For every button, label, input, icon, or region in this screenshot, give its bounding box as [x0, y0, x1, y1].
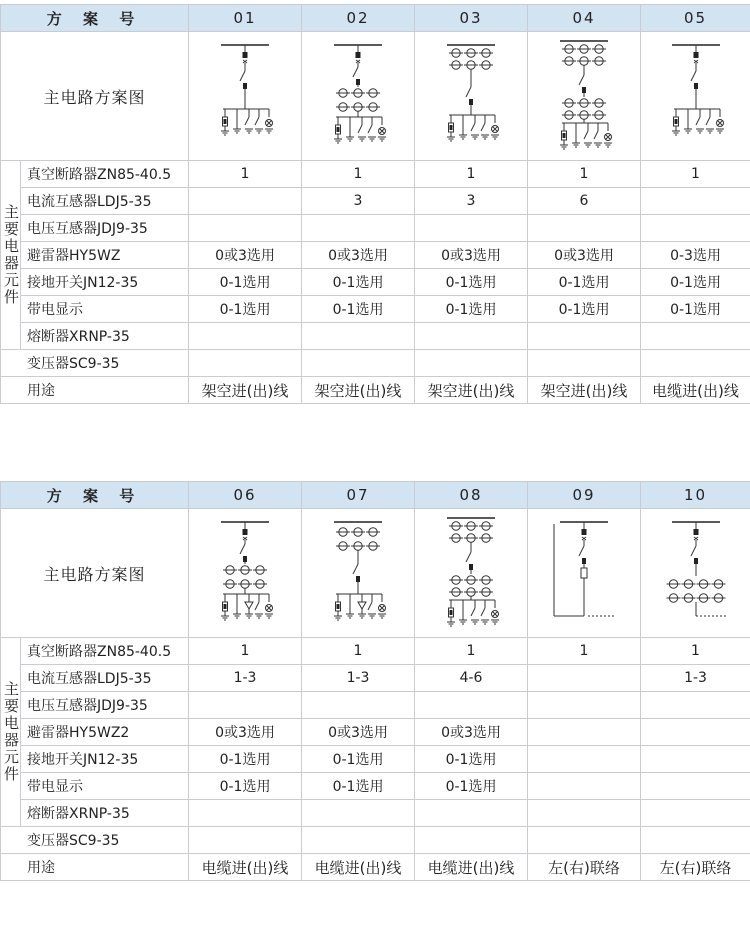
table-cell — [189, 323, 302, 350]
usage-row — [1, 377, 750, 404]
circuit-diagram — [641, 509, 750, 638]
table-cell: 1 — [415, 638, 528, 665]
table-cell — [189, 188, 302, 215]
component-name: 电流互感器LDJ5-35 — [21, 188, 189, 215]
usage-label: 用途 — [1, 377, 189, 404]
table-cell: 6 — [528, 188, 641, 215]
table-cell — [415, 350, 528, 377]
table-cell — [302, 323, 415, 350]
component-name: 熔断器XRNP-35 — [21, 323, 189, 350]
table-cell: 1-3 — [641, 665, 750, 692]
component-name: 变压器SC9-35 — [1, 350, 189, 377]
usage-cell: 电缆进(出)线 — [415, 854, 528, 881]
table-row — [1, 188, 750, 215]
table-cell — [302, 827, 415, 854]
table-cell: 0-1选用 — [415, 746, 528, 773]
table-cell — [189, 800, 302, 827]
table-cell: 1 — [528, 638, 641, 665]
table-cell — [528, 746, 641, 773]
table-row — [1, 800, 750, 827]
component-group-label: 主要电器元件 — [1, 161, 21, 350]
table-cell — [415, 800, 528, 827]
table-cell — [641, 323, 750, 350]
component-name: 熔断器XRNP-35 — [21, 800, 189, 827]
table-cell: 4-6 — [415, 665, 528, 692]
table-cell: 3 — [415, 188, 528, 215]
component-name: 电流互感器LDJ5-35 — [21, 665, 189, 692]
component-name: 真空断路器ZN85-40.5 — [21, 638, 189, 665]
diagram-row — [1, 509, 750, 638]
usage-cell: 架空进(出)线 — [189, 377, 302, 404]
usage-cell: 架空进(出)线 — [302, 377, 415, 404]
table-cell: 0或3选用 — [415, 242, 528, 269]
scheme-number: 07 — [302, 482, 415, 509]
table-cell: 1 — [528, 161, 641, 188]
table-cell — [302, 692, 415, 719]
scheme-number-label: 方 案 号 — [1, 482, 189, 509]
table-cell: 0-1选用 — [528, 296, 641, 323]
table-cell — [302, 350, 415, 377]
table-cell — [528, 215, 641, 242]
scheme-number: 04 — [528, 5, 641, 32]
table-row — [1, 296, 750, 323]
usage-cell: 左(右)联络 — [528, 854, 641, 881]
circuit-diagram — [189, 32, 302, 161]
circuit-diagram — [189, 509, 302, 638]
table-cell — [415, 323, 528, 350]
table-header-row — [1, 482, 750, 509]
table-cell: 1 — [641, 161, 750, 188]
scheme-number: 03 — [415, 5, 528, 32]
usage-cell: 电缆进(出)线 — [189, 854, 302, 881]
scheme-number: 09 — [528, 482, 641, 509]
table-cell: 0-1选用 — [415, 269, 528, 296]
component-name: 带电显示 — [21, 773, 189, 800]
table-row — [1, 215, 750, 242]
circuit-diagram — [302, 509, 415, 638]
table-row — [1, 242, 750, 269]
table-cell: 0-1选用 — [189, 296, 302, 323]
table-cell — [302, 215, 415, 242]
table-cell: 0或3选用 — [302, 242, 415, 269]
table-row — [1, 161, 750, 188]
table-row — [1, 323, 750, 350]
table-cell: 0或3选用 — [415, 719, 528, 746]
table-row — [1, 827, 750, 854]
component-name: 变压器SC9-35 — [1, 827, 189, 854]
table-cell — [641, 350, 750, 377]
table-cell — [302, 800, 415, 827]
table-cell: 0-1选用 — [415, 296, 528, 323]
component-name: 真空断路器ZN85-40.5 — [21, 161, 189, 188]
table-row — [1, 692, 750, 719]
component-group-label: 主要电器元件 — [1, 638, 21, 827]
scheme-number: 01 — [189, 5, 302, 32]
component-name: 带电显示 — [21, 296, 189, 323]
table-cell — [528, 323, 641, 350]
table-cell — [641, 215, 750, 242]
table-cell: 0-1选用 — [302, 773, 415, 800]
scheme-table-2 — [0, 481, 750, 881]
table-row — [1, 746, 750, 773]
table-cell: 0-1选用 — [641, 296, 750, 323]
table-cell: 1 — [415, 161, 528, 188]
table-cell — [528, 665, 641, 692]
table-cell: 0-1选用 — [302, 269, 415, 296]
table-cell — [641, 746, 750, 773]
table-cell — [641, 692, 750, 719]
scheme-number: 05 — [641, 5, 750, 32]
table-cell — [189, 692, 302, 719]
table-cell: 0-1选用 — [189, 773, 302, 800]
table-cell — [641, 719, 750, 746]
component-name: 避雷器HY5WZ — [21, 242, 189, 269]
table-row — [1, 719, 750, 746]
table-cell: 0-1选用 — [415, 773, 528, 800]
table-cell: 0-1选用 — [189, 269, 302, 296]
diagram-row — [1, 32, 750, 161]
component-name: 接地开关JN12-35 — [21, 269, 189, 296]
usage-row — [1, 854, 750, 881]
table-cell — [189, 215, 302, 242]
table-cell — [528, 719, 641, 746]
table-row — [1, 350, 750, 377]
table-cell — [528, 350, 641, 377]
usage-cell: 左(右)联络 — [641, 854, 750, 881]
table-cell: 1 — [189, 638, 302, 665]
table-cell: 1 — [189, 161, 302, 188]
usage-cell: 架空进(出)线 — [528, 377, 641, 404]
table-cell: 0-1选用 — [528, 269, 641, 296]
usage-cell: 架空进(出)线 — [415, 377, 528, 404]
circuit-diagram — [528, 32, 641, 161]
scheme-number: 10 — [641, 482, 750, 509]
table-cell — [528, 800, 641, 827]
component-name: 电压互感器JDJ9-35 — [21, 692, 189, 719]
table-cell: 1 — [302, 638, 415, 665]
scheme-table-1 — [0, 4, 750, 404]
circuit-diagram — [415, 32, 528, 161]
table-cell — [415, 215, 528, 242]
table-cell — [528, 827, 641, 854]
scheme-number-label: 方 案 号 — [1, 5, 189, 32]
component-name: 接地开关JN12-35 — [21, 746, 189, 773]
table-cell — [641, 827, 750, 854]
table-cell: 0-1选用 — [302, 296, 415, 323]
table-cell — [189, 827, 302, 854]
table-row — [1, 665, 750, 692]
table-cell — [415, 692, 528, 719]
scheme-number: 06 — [189, 482, 302, 509]
table-cell — [415, 827, 528, 854]
circuit-diagram — [302, 32, 415, 161]
component-name: 电压互感器JDJ9-35 — [21, 215, 189, 242]
circuit-diagram — [415, 509, 528, 638]
scheme-number: 08 — [415, 482, 528, 509]
table-cell: 1-3 — [302, 665, 415, 692]
table-cell: 0或3选用 — [189, 242, 302, 269]
table-cell — [641, 773, 750, 800]
table-cell — [528, 692, 641, 719]
table-cell — [641, 188, 750, 215]
table-cell: 0或3选用 — [528, 242, 641, 269]
diagram-label: 主电路方案图 — [1, 509, 189, 638]
table-row — [1, 269, 750, 296]
table-cell: 3 — [302, 188, 415, 215]
table-cell: 0-1选用 — [641, 269, 750, 296]
scheme-number: 02 — [302, 5, 415, 32]
component-name: 避雷器HY5WZ2 — [21, 719, 189, 746]
usage-cell: 电缆进(出)线 — [302, 854, 415, 881]
table-cell: 1-3 — [189, 665, 302, 692]
table-header-row — [1, 5, 750, 32]
table-cell: 0-1选用 — [302, 746, 415, 773]
diagram-label: 主电路方案图 — [1, 32, 189, 161]
usage-label: 用途 — [1, 854, 189, 881]
table-cell: 1 — [641, 638, 750, 665]
table-cell: 0或3选用 — [302, 719, 415, 746]
table-cell: 0或3选用 — [189, 719, 302, 746]
circuit-diagram — [528, 509, 641, 638]
table-cell: 0-3选用 — [641, 242, 750, 269]
table-cell — [189, 350, 302, 377]
table-row — [1, 773, 750, 800]
usage-cell: 电缆进(出)线 — [641, 377, 750, 404]
table-cell: 1 — [302, 161, 415, 188]
circuit-diagram — [641, 32, 750, 161]
table-cell — [528, 773, 641, 800]
table-cell — [641, 800, 750, 827]
table-row — [1, 638, 750, 665]
table-cell: 0-1选用 — [189, 746, 302, 773]
